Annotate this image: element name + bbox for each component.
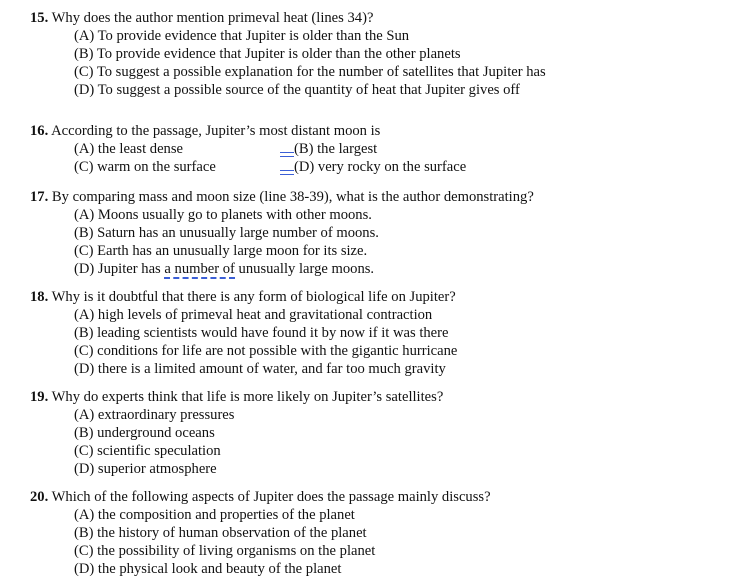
option-d: (D) superior atmosphere	[74, 461, 217, 477]
grammar-flag-underline: a number of	[164, 261, 235, 277]
option-b: (B) underground oceans	[74, 425, 215, 441]
option-b: (B) leading scientists would have found it by now if it was there	[74, 325, 449, 341]
question-18	[30, 288, 720, 378]
question-text: According to the passage, Jupiter’s most distant moon is	[51, 123, 381, 139]
question-text: Why do experts think that life is more likely on Jupiter’s satellites?	[51, 389, 444, 405]
option-a: (A) the composition and properties of the planet	[74, 507, 355, 523]
question-text: Why is it doubtful that there is any form of biological life on Jupiter?	[51, 289, 456, 305]
option-b: (B) the history of human observation of the planet	[74, 525, 367, 541]
question-number: 16.	[30, 123, 49, 139]
option-a: (A) the least dense	[74, 141, 184, 157]
question-stem	[30, 122, 720, 140]
question-number: 19.	[30, 389, 49, 405]
option-d: (D) very rocky on the surface	[294, 159, 467, 175]
question-number: 18.	[30, 289, 49, 305]
option-a: (A) To provide evidence that Jupiter is older than the Sun	[74, 28, 410, 44]
option-b-wrap	[294, 140, 377, 158]
option-a: (A) Moons usually go to planets with other moons.	[74, 207, 372, 223]
question-number: 17.	[30, 189, 49, 205]
question-15	[30, 9, 720, 99]
option-c: (C) To suggest a possible explanation for the number of satellites that Jupiter has	[74, 64, 546, 80]
option-c: (C) warm on the surface	[74, 159, 216, 175]
option-c: (C) conditions for life are not possible with the gigantic hurricane	[74, 343, 458, 359]
option-d	[30, 260, 720, 278]
option-b: (B) Saturn has an unusually large number of moons.	[74, 225, 379, 241]
option-d-wrap	[294, 158, 466, 176]
option-a: (A) extraordinary pressures	[74, 407, 235, 423]
question-text: Why does the author mention primeval heat (lines 34)?	[51, 10, 374, 26]
option-b: (B) the largest	[294, 141, 378, 157]
question-stem	[30, 9, 720, 27]
question-17	[30, 188, 720, 278]
option-d: (D) there is a limited amount of water, and far too much gravity	[74, 361, 446, 377]
question-stem	[30, 288, 720, 306]
option-a: (A) high levels of primeval heat and gravitational contraction	[74, 307, 433, 323]
option-d-text-start: (D) Jupiter has	[74, 261, 165, 277]
option-d-text-end: unusually large moons.	[234, 261, 375, 277]
question-stem	[30, 388, 720, 406]
option-c: (C) Earth has an unusually large moon for its size.	[74, 243, 368, 259]
question-16	[30, 122, 720, 176]
question-text: By comparing mass and moon size (line 38-39), what is the author demonstrating?	[51, 189, 534, 205]
question-20	[30, 488, 720, 578]
option-row-1	[30, 140, 720, 158]
option-b: (B) To provide evidence that Jupiter is older than the other planets	[74, 46, 461, 62]
question-stem	[30, 488, 720, 506]
question-19	[30, 388, 720, 478]
question-text: Which of the following aspects of Jupiter does the passage mainly discuss?	[51, 489, 491, 505]
question-number: 20.	[30, 489, 49, 505]
option-d: (D) the physical look and beauty of the planet	[74, 561, 342, 577]
question-number: 15.	[30, 10, 49, 26]
option-c: (C) scientific speculation	[74, 443, 221, 459]
option-row-2	[30, 158, 720, 176]
question-stem	[30, 188, 720, 206]
option-d: (D) To suggest a possible source of the quantity of heat that Jupiter gives off	[74, 82, 520, 98]
option-c: (C) the possibility of living organisms on the planet	[74, 543, 376, 559]
